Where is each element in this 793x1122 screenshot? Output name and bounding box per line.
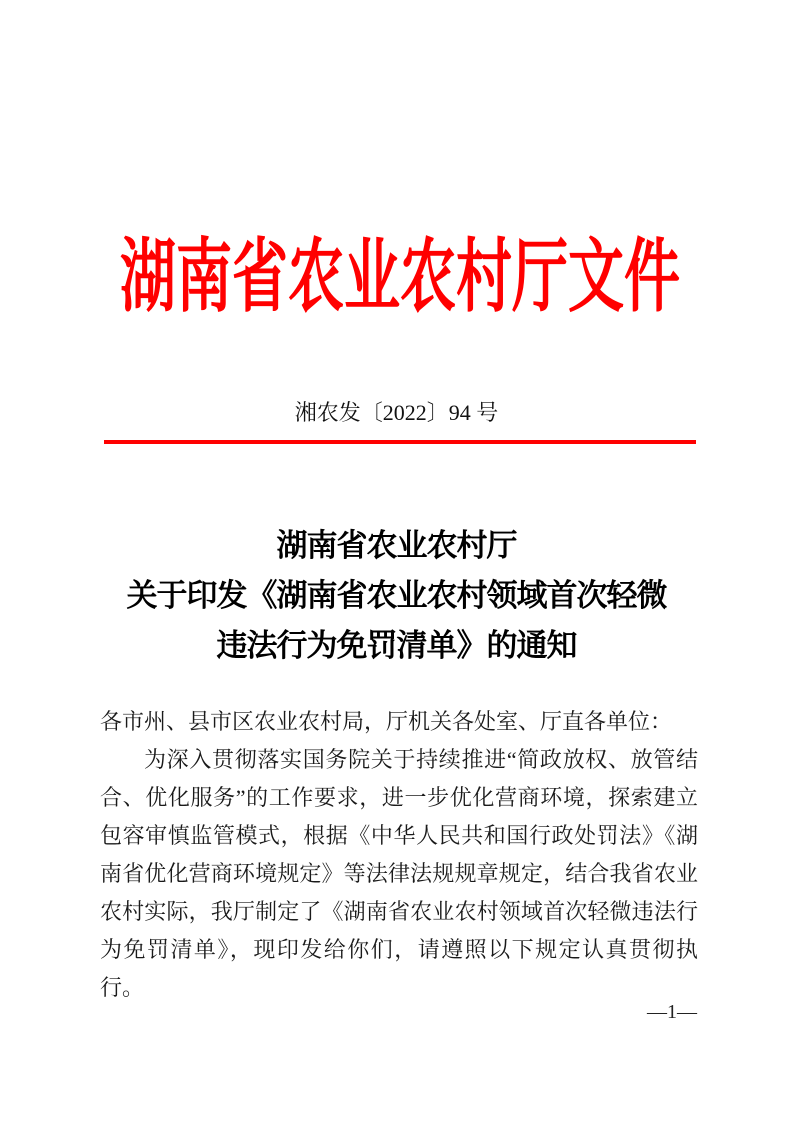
letterhead-title-text: 湖南省农业农村厅文件	[120, 234, 680, 322]
document-title-line-3: 违法行为免罚清单》的通知	[216, 628, 577, 663]
document-title	[0, 521, 793, 671]
red-divider-line	[104, 440, 696, 444]
salutation-line: 各市州、县市区农业农村局，厅机关各处室、厅直各单位：	[100, 709, 673, 734]
body-paragraph: 为深入贯彻落实国务院关于持续推进“简政放权、放管结合、优化服务”的工作要求，进一步优化营商环境，探索建立包容审慎监管模式，根据《中华人民共和国行政处罚法》《湖南省优化营商环境规定》等法律法规规章规定，结合我省农业农村实际，我厅制定了《湖南省农业农村领域首次轻微违法行为免罚清单》，现印发给你们，请遵照以下规定认真贯彻执行。	[100, 747, 698, 1000]
document-title-line-2: 关于印发《湖南省农业农村领域首次轻微	[126, 578, 667, 613]
red-letterhead	[0, 234, 793, 322]
page-number: —1—	[647, 1001, 697, 1023]
document-body	[100, 703, 698, 1007]
document-number: 湘农发〔2022〕94 号	[294, 400, 499, 425]
document-title-line-1: 湖南省农业农村厅	[276, 528, 517, 563]
